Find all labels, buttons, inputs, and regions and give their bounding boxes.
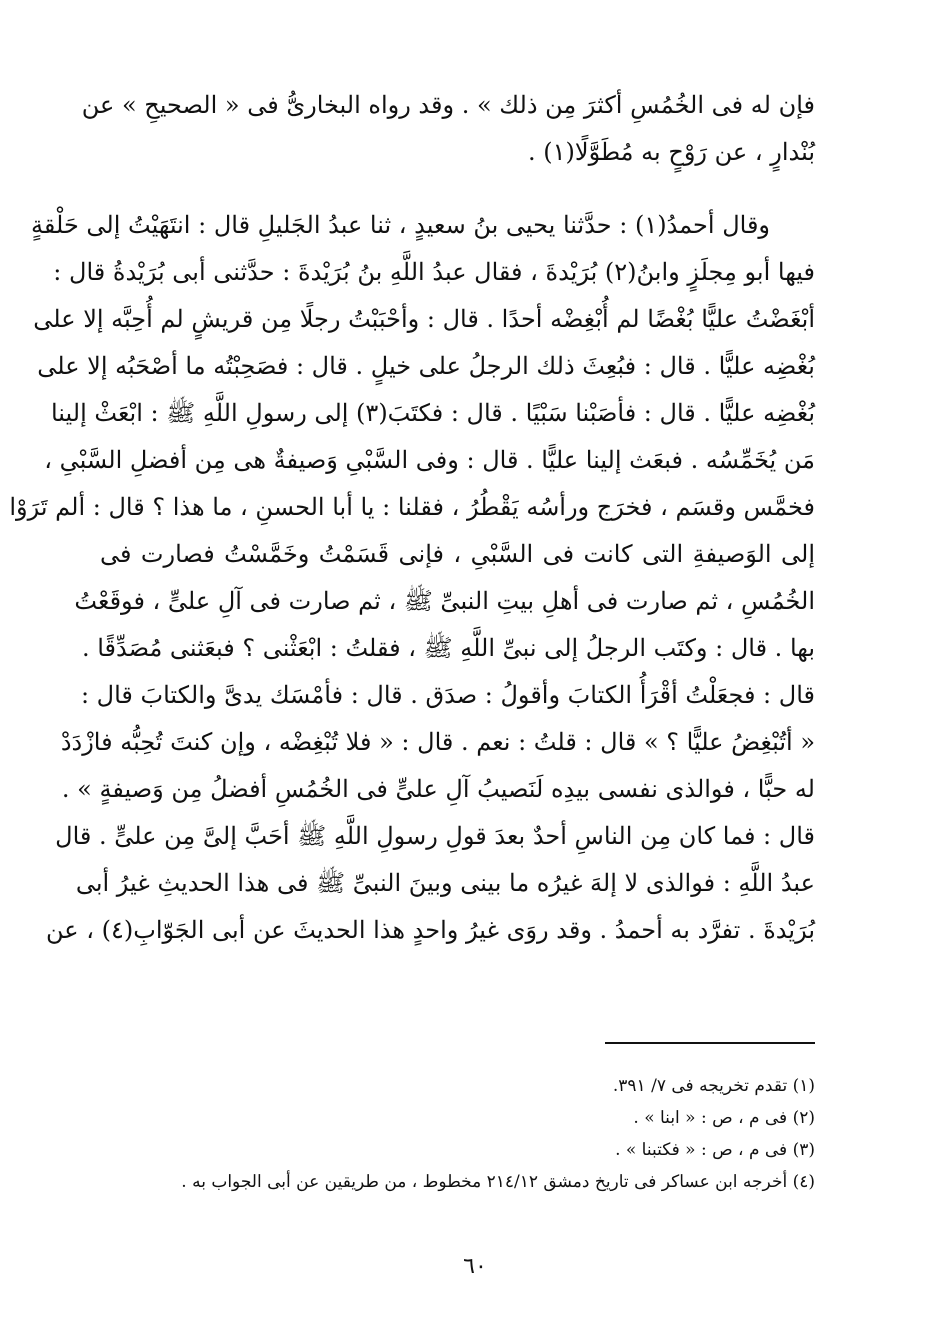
text-line: وقال أحمدُ(١) : حدَّثنا يحيى بنُ سعيدٍ ، ثنا عبدُ الجَليلِ قال : انتَهَيْتُ إلى حَلْقةٍ [30,211,770,239]
text-line: « أتُبْغِضُ عليًّا ؟ » قال : قلتُ : نعم . قال : « فلا تُبْغِضْه ، وإن كنتَ تُحِبُّه فازْدَدْ [60,728,815,756]
text-line: مَن يُخَمِّسُه . فبعَث إلينا عليًّا . قال : وفى السَّبْىِ وَصيفةٌ هى مِن أفضلِ السَّبْىِ ، [44,446,815,474]
paragraph-gap [100,176,815,202]
text-line: أبْغَضْتُ عليًّا بُغْضًا لم أُبْغِضْه أحدًا . قال : وأحْبَبْتُ رجلًا مِن قريشٍ لم أُحِبَّه إلا على [33,305,815,333]
footnote: (٣) فى م ، ص : « فكتبنا » . [615,1140,815,1160]
text-line: فيها أبو مِجلَزٍ وابنُ(٢) بُرَيْدةَ ، فقال عبدُ اللَّهِ بنُ بُرَيْدةَ : حدَّثنى أبى بُرَيْدةُ قال : [53,258,815,286]
text-line: عبدُ اللَّهِ : فوالذى لا إلهَ غيرُه ما بينى وبينَ النبىِّ ﷺ فى هذا الحديثِ غيرُ أبى [75,869,815,897]
text-line: فخمَّس وقسَم ، فخرَج ورأسُه يَقْطُرُ ، فقلنا : يا أبا الحسنِ ، ما هذا ؟ قال : ألم تَرَوْا [9,493,815,521]
text-line: بُغْضِه عليًّا . قال : فبُعِثَ ذلك الرجلُ على خيلٍ . قال : فصَحِبْتُه ما أصْحَبُه إلا على [37,352,815,380]
footnote: (٢) فى م ، ص : « ابنا » . [633,1108,815,1128]
main-text [9,82,815,954]
text-line: بها . قال : وكتَب الرجلُ إلى نبىِّ اللَّهِ ﷺ ، فقلتُ : ابْعَثْنى ؟ فبعَثنى مُصَدِّقًا . [81,634,815,662]
text-line: بُغْضِه عليًّا . قال : فأصَبْنا سَبْيًا . قال : فكتَبَ(٣) إلى رسولِ اللَّهِ ﷺ : ابْعَثْ إلينا [50,399,815,427]
text-line: بُرَيْدةَ . تفرَّد به أحمدُ . وقد روَى غيرُ واحدٍ هذا الحديثَ عن أبى الجَوّابِ(٤) ، عن [46,916,815,944]
footnote-divider [605,1042,815,1044]
footnote: (١) تقدم تخريجه فى ٧/ ٣٩١. [612,1076,815,1096]
text-line: قال : فجعَلْتُ أقْرَأُ الكتابَ وأقولُ : صدَق . قال : فأمْسَك يدىَّ والكتابَ قال : [80,681,815,709]
page-number: ٦٠ [463,1254,487,1279]
text-line: الخُمُسِ ، ثم صارت فى أهلِ بيتِ النبىِّ ﷺ ، ثم صارت فى آلِ علىٍّ ، فوقَعْتُ [74,587,815,615]
footnotes [125,1070,815,1198]
text-line: له حبًّا ، فوالذى نفسى بيدِه لَنَصيبُ آلِ علىٍّ فى الخُمُسِ أفضلُ مِن وَصيفةٍ » . [61,775,815,803]
text-line: قال : فما كان مِن الناسِ أحدٌ بعدَ قولِ رسولِ اللَّهِ ﷺ أحَبَّ إلىَّ مِن علىٍّ . قال [55,822,815,850]
text-line: إلى الوَصيفةِ التى كانت فى السَّبْىِ ، فإنى قَسَمْتُ وخَمَّسْتُ فصارت فى [100,540,815,568]
footnote: (٤) أخرجه ابن عساكر فى تاريخ دمشق ٢١٤/١٢ مخطوط ، من طريقين عن أبى الجواب به . [181,1172,815,1192]
text-line: فإن له فى الخُمُسِ أكثرَ مِن ذلك » . وقد رواه البخارىُّ فى « الصحيحِ » عن [81,91,815,119]
text-line: بُنْدارٍ ، عن رَوْحٍ به مُطَوَّلًا(١) . [528,138,815,166]
